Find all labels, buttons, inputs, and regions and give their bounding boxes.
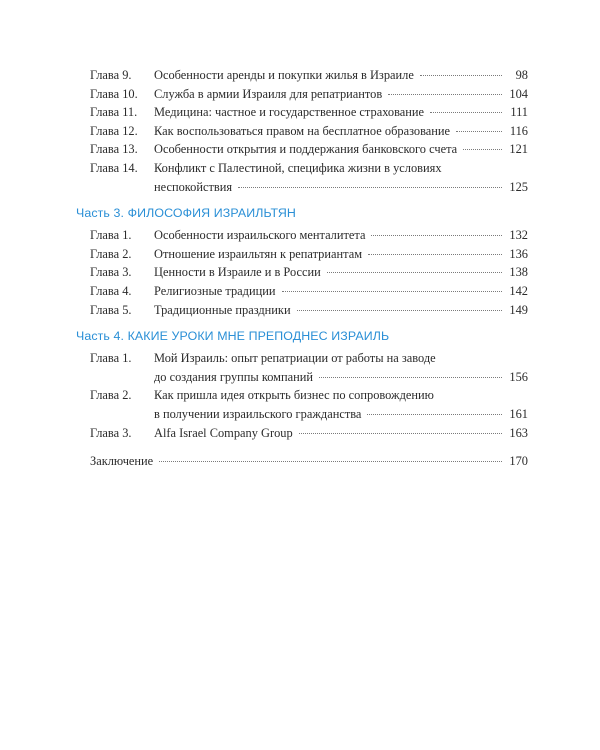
toc-entry[interactable] [76,263,528,282]
chapter-number: Глава 2. [90,246,132,261]
entry-second-line [154,405,528,424]
chapter-number: Глава 3. [90,265,132,280]
toc-entry[interactable] [76,103,528,122]
dot-leader [367,414,502,415]
toc-entry[interactable] [76,349,528,386]
entry-body [154,245,528,264]
chapter-number: Глава 3. [90,425,132,440]
entry-body [154,424,528,443]
toc-entry[interactable] [76,85,528,104]
chapter-title-continued: в получении израильского гражданства [154,406,362,421]
page-number: 149 [509,302,528,317]
page-number: 163 [509,425,528,440]
toc-entry[interactable] [76,66,528,85]
chapter-title: Как воспользоваться правом на бесплатное образование [154,123,451,138]
dot-leader [159,461,502,462]
dot-leader [420,75,502,76]
chapter-number: Глава 14. [90,160,138,175]
entry-body [154,349,528,386]
chapter-title: Медицина: частное и государственное страхование [154,105,425,120]
conclusion-title: Заключение [90,454,154,469]
page-number: 104 [509,86,528,101]
chapter-title: Отношение израильтян к репатриантам [154,246,363,261]
page-number: 161 [509,406,528,421]
part-title: ФИЛОСОФИЯ ИЗРАИЛЬТЯН [127,206,296,221]
part-number: Часть 3. [76,206,125,221]
chapter-number: Глава 5. [90,302,132,317]
dot-leader [319,377,502,378]
entry-body [154,66,528,85]
entry-second-line [154,178,528,197]
toc-entry[interactable] [76,140,528,159]
chapter-title: Традиционные праздники [154,302,291,317]
part-heading[interactable] [76,204,528,222]
entry-body [90,452,528,471]
page-number: 138 [509,265,528,280]
chapter-number: Глава 4. [90,283,132,298]
page-number: 98 [515,68,528,82]
page-number: 170 [509,454,528,469]
page-number: 121 [509,142,528,157]
page-number: 111 [510,105,528,120]
chapter-number: Глава 12. [90,123,138,138]
chapter-number: Глава 11. [90,105,138,120]
dot-leader [238,187,502,188]
dot-leader [456,131,502,132]
entry-body [154,85,528,104]
entry-body [154,159,528,196]
toc-entry[interactable] [76,282,528,301]
chapter-number: Глава 1. [90,351,132,366]
chapter-title-continued: неспокойствия [154,179,233,194]
toc-entry[interactable] [76,301,528,320]
toc-entry[interactable] [76,386,528,423]
dot-leader [388,94,502,95]
part-heading[interactable] [76,327,528,345]
entry-body [154,263,528,282]
chapter-title: Особенности открытия и поддержания банковского счета [154,142,458,157]
chapter-number: Глава 2. [90,388,132,403]
dot-leader [368,254,502,255]
entry-body [154,226,528,245]
dot-leader [327,272,502,273]
dot-leader [297,310,502,311]
page-number: 142 [509,283,528,298]
chapter-title: Мой Израиль: опыт репатриации от работы на заводе [154,351,436,366]
toc-entry[interactable] [76,226,528,245]
dot-leader [430,112,502,113]
dot-leader [463,149,502,150]
page-number: 116 [509,123,528,138]
chapter-title: Alfa Israel Company Group [154,425,293,440]
entry-body [154,103,528,122]
page-number: 132 [509,228,528,243]
chapter-title: Как пришла идея открыть бизнес по сопровождению [154,388,434,403]
dot-leader [299,433,502,434]
entry-body [154,301,528,320]
table-of-contents [76,66,528,471]
spacer [76,442,528,452]
chapter-title: Особенности аренды и покупки жилья в Израиле [154,68,414,82]
chapter-number: Глава 10. [90,86,138,101]
entry-body [154,386,528,423]
chapter-title: Служба в армии Израиля для репатриантов [154,86,383,101]
entry-body [154,122,528,141]
dot-leader [371,235,502,236]
page-number: 125 [509,179,528,194]
chapter-title-continued: до создания группы компаний [154,369,314,384]
toc-entry[interactable] [76,245,528,264]
toc-entry[interactable] [76,122,528,141]
toc-entry[interactable] [76,159,528,196]
part-title: КАКИЕ УРОКИ МНЕ ПРЕПОДНЕС ИЗРАИЛЬ [127,329,390,344]
chapter-number: Глава 13. [90,142,138,157]
entry-body [154,140,528,159]
chapter-number: Глава 9. [90,68,132,82]
chapter-number: Глава 1. [90,228,132,243]
chapter-title: Конфликт с Палестиной, специфика жизни в условиях [154,160,442,175]
page-number: 136 [509,246,528,261]
chapter-title: Ценности в Израиле и в России [154,265,321,280]
entry-second-line [154,368,528,387]
part-number: Часть 4. [76,329,125,344]
chapter-title: Особенности израильского менталитета [154,228,366,243]
dot-leader [282,291,503,292]
toc-entry[interactable] [76,424,528,443]
entry-body [154,282,528,301]
toc-entry-conclusion[interactable] [76,452,528,471]
page-number: 156 [509,369,528,384]
chapter-title: Религиозные традиции [154,283,276,298]
